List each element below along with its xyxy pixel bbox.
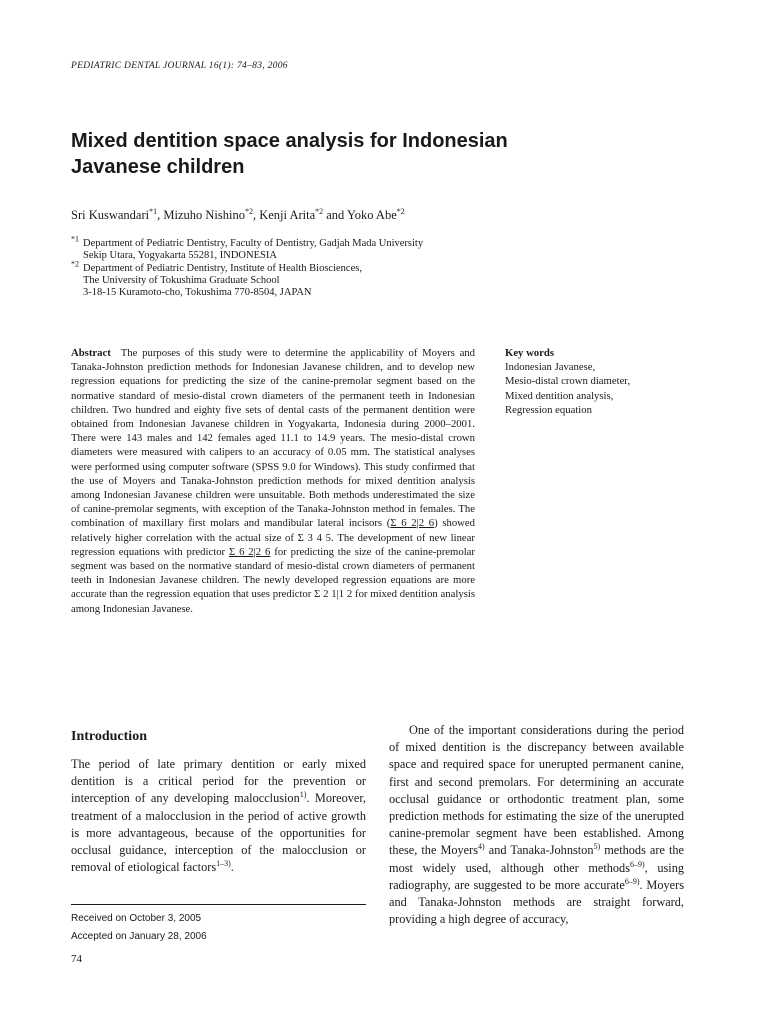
author-separator: , — [157, 208, 164, 222]
author-affiliation-mark: *1 — [149, 206, 158, 216]
body-text: . Moreover, treatment of a malocclusion in the period of active growth is more advantageous, because of the opportunities for occlusal guidance, interception of the malocclusion or removal of etiological factors — [71, 791, 366, 875]
body-text: , using radiography, are suggested to be more accurate — [389, 860, 684, 892]
keyword-item: Mesio-distal crown diameter, — [505, 375, 631, 388]
abstract-text: for predicting the size of the canine-premolar segment was based on the normative standard of mesio-distal crown diameters of permanent teeth in Indonesian Javanese children. The newly developed regression equations are more accurate than the regression equation that uses predictor — [71, 545, 475, 601]
reference-mark[interactable]: 6–9) — [630, 859, 645, 869]
body-text: One of the important considerations during the period of mixed dentition is the discrepancy between available space and required space for unerupted permanent canine, first and second premolars. For determining an accurate occlusal guidance or orthodontic treatment plan, some prediction methods for estimating the size of the unerupted canine-premolar segment have been established. Among these, the Moyers — [389, 723, 684, 858]
tooth-formula: Σ 3 4 5 — [297, 531, 331, 544]
abstract-text: The purposes of this study were to determine the applicability of Moyers and Tanaka-Johnston prediction methods for Indonesian Javanese children, and to develop new regression equations for predicting the size of the canine-premolar segment based on the normative standard of mesio-distal crown diameters of the permanent teeth in Indonesian children. Two hundred and eighty five sets of dental casts of the permanent dentition were obtained from Indonesian Javanese children in Yogyakarta, Indonesia during 2000–2001. There were 143 males and 142 females aged 11.1 to 14.9 years. The mesio-distal crown diameters were measured with calipers to an accuracy of 0.05 mm. The statistical analyses were performed using computer software (SPSS 9.0 for Windows). This study confirmed that the use of Moyers and Tanaka-Johnston prediction methods for mixed dentition analysis among Indonesian Javanese children were unsuitable. Both methods underestimated the size of canine-premolar segments, with exception of the Tanaka-Johnston method in females. The combination of maxillary first molars and mandibular lateral incisors ( — [71, 347, 475, 530]
author-affiliation-mark: *2 — [396, 206, 405, 216]
reference-mark[interactable]: 1) — [299, 790, 307, 800]
tooth-formula: Σ 6 2|2 6 — [228, 545, 271, 558]
affiliation-line: The University of Tokushima Graduate School — [83, 274, 280, 286]
abstract-text: ) showed relatively higher correlation with the actual size of — [71, 517, 475, 544]
author-separator: , — [252, 208, 260, 222]
author-name: Yoko Abe — [346, 208, 397, 222]
affiliation-mark: *1 — [71, 234, 79, 244]
keyword-item: Indonesian Javanese, — [505, 361, 596, 374]
body-text: and Tanaka-Johnston — [484, 843, 594, 858]
accepted-date: Accepted on January 28, 2006 — [71, 931, 207, 942]
received-date: Received on October 3, 2005 — [71, 913, 202, 924]
keywords-heading: Key words — [505, 347, 554, 359]
reference-mark[interactable]: 4) — [478, 842, 485, 852]
body-text: . Moyers and Tanaka-Johnston methods are straight forward, providing a high degree of accuracy, — [389, 877, 684, 927]
tooth-formula: Σ 6 2|2 6 — [390, 517, 435, 530]
reference-mark[interactable]: 1–3) — [216, 859, 231, 869]
author-name: Kenji Arita — [259, 208, 316, 222]
section-heading-introduction: Introduction — [71, 729, 147, 744]
abstract-text: . The development of new linear regression equations with predictor — [71, 531, 475, 558]
affiliation-line: Sekip Utara, Yogyakarta 55281, INDONESIA — [83, 250, 277, 262]
author-affiliation-mark: *2 — [244, 206, 253, 216]
introduction-paragraph-2 — [389, 722, 684, 928]
reference-mark[interactable]: 5) — [593, 842, 601, 852]
author-separator: and — [323, 208, 347, 222]
affiliation-line: Department of Pediatric Dentistry, Faculty of Dentistry, Gadjah Mada University — [83, 238, 424, 249]
author-affiliation-mark: *2 — [315, 206, 324, 216]
affiliation-line: 3-18-15 Kuramoto-cho, Tokushima 770-8504, JAPAN — [83, 287, 312, 299]
footnote-divider — [71, 904, 366, 905]
keywords — [505, 346, 630, 417]
tooth-formula: Σ 2 1|1 2 — [314, 588, 353, 601]
reference-mark[interactable]: 6–9) — [624, 876, 640, 886]
affiliation-1 — [71, 234, 424, 250]
body-text: . — [230, 860, 234, 875]
body-text: methods are the most widely used, although other methods — [389, 843, 684, 875]
abstract — [71, 346, 475, 616]
introduction-paragraph-1 — [71, 756, 366, 876]
keyword-item: Mixed dentition analysis, — [505, 389, 614, 402]
affiliation-list — [71, 234, 424, 299]
abstract-label: Abstract — [71, 347, 111, 359]
footnote-dates — [71, 910, 207, 946]
author-name: Sri Kuswandari — [71, 208, 150, 222]
body-text: The period of late primary dentition or early mixed dentition is a critical period for the prevention or interception of any developing malocclusion — [71, 757, 366, 806]
keyword-item: Regression equation — [505, 403, 592, 416]
author-list — [71, 208, 405, 223]
affiliation-line: Department of Pediatric Dentistry, Institute of Health Biosciences, — [83, 262, 362, 274]
affiliation-mark: *2 — [71, 259, 79, 269]
article-title: Mixed dentition space analysis for Indonesian Javanese children — [71, 130, 508, 178]
affiliation-2 — [71, 259, 423, 275]
author-name: Mizuho Nishino — [163, 208, 245, 222]
abstract-text: for mixed dentition analysis among Indonesian Javanese. — [71, 588, 475, 615]
journal-citation: PEDIATRIC DENTAL JOURNAL 16(1): 74–83, 2006 — [71, 61, 288, 71]
page-number: 74 — [71, 953, 82, 965]
